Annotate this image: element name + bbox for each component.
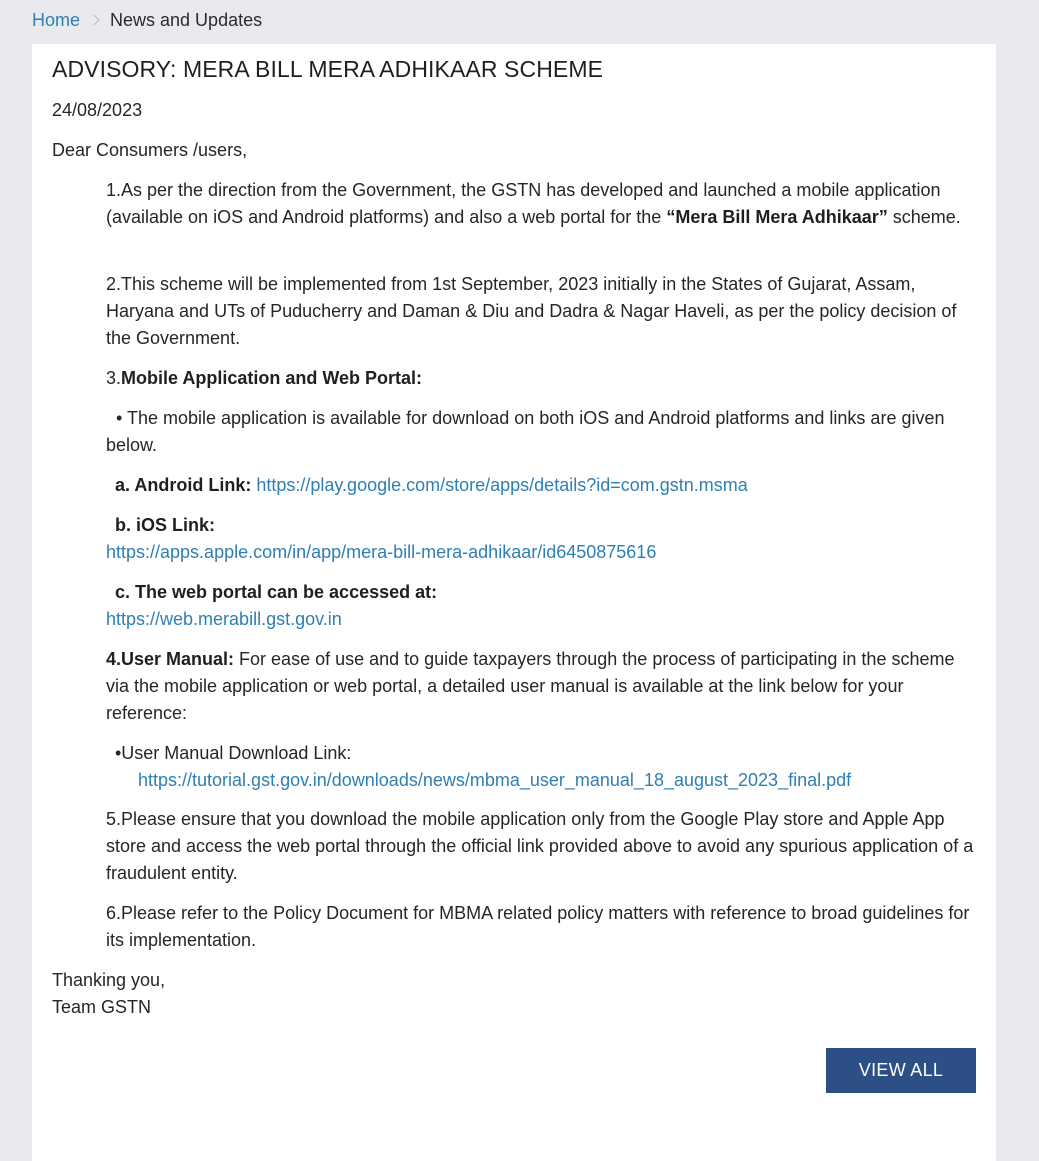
article-date: 24/08/2023 [52, 100, 143, 120]
user-manual-heading: 4.User Manual: [106, 649, 235, 669]
user-manual-row [106, 740, 981, 794]
paragraph-3-number: 3. [106, 368, 122, 388]
breadcrumb-current: News and Updates [110, 9, 263, 30]
paragraph-6: 6.Please refer to the Policy Document for MBMA related policy matters with reference to broad guidelines for its implementation. [106, 903, 970, 950]
android-link-label: a. Android Link: [115, 475, 252, 495]
user-manual-link[interactable]: https://tutorial.gst.gov.in/downloads/news/mbma_user_manual_18_august_2023_final.pdf [138, 770, 852, 790]
paragraph-4-text: For ease of use and to guide taxpayers through the process of participating in the scheme via the mobile application or web portal, a detailed user manual is available at the link below for your reference: [106, 649, 955, 723]
ios-link[interactable]: https://apps.apple.com/in/app/mera-bill-mera-adhikaar/id6450875616 [106, 542, 657, 562]
greeting-text: Dear Consumers /users, [52, 140, 248, 160]
paragraph-1 [106, 177, 981, 231]
web-portal-label: c. The web portal can be accessed at: [115, 582, 438, 602]
paragraph-5: 5.Please ensure that you download the mobile application only from the Google Play store and Apple App store and access the web portal through the official link provided above to avoid any spurious application of a fraudulent entity. [106, 809, 974, 883]
view-all-button[interactable]: VIEW ALL [826, 1048, 976, 1093]
paragraph-2: 2.This scheme will be implemented from 1st September, 2023 initially in the States of Gujarat, Assam, Haryana and UTs of Puducherry and Daman & Diu and Dadra & Nagar Haveli, as per the policy decision of the Government. [106, 274, 957, 348]
android-link[interactable]: https://play.google.com/store/apps/details?id=com.gstn.msma [256, 475, 748, 495]
paragraph-1-text: 1.As per the direction from the Government, the GSTN has developed and launched a mobile application (available on iOS and Android platforms) and also a web portal for the [106, 180, 941, 227]
mobile-app-heading: Mobile Application and Web Portal: [121, 368, 423, 388]
chevron-right-icon [88, 14, 99, 25]
paragraph-4 [106, 646, 981, 727]
paragraph-3-heading [106, 365, 981, 392]
ios-link-label: b. iOS Link: [115, 515, 216, 535]
signature-text: Team GSTN [52, 997, 152, 1017]
scheme-name: “Mera Bill Mera Adhikaar” [666, 207, 888, 227]
ios-link-row [106, 512, 981, 566]
breadcrumb [32, 8, 262, 32]
paragraph-1-end: scheme. [887, 207, 961, 227]
article-card [32, 44, 996, 1161]
web-portal-link[interactable]: https://web.merabill.gst.gov.in [106, 609, 342, 629]
article-title: ADVISORY: MERA BILL MERA ADHIKAAR SCHEME [52, 56, 604, 82]
web-portal-row [106, 579, 981, 633]
android-link-row [106, 472, 981, 499]
user-manual-label: •User Manual Download Link: [115, 743, 352, 763]
breadcrumb-home-link[interactable]: Home [32, 9, 81, 30]
mobile-app-bullet: • The mobile application is available for download on both iOS and Android platforms and links are given below. [106, 408, 950, 455]
closing-text: Thanking you, [52, 970, 166, 990]
